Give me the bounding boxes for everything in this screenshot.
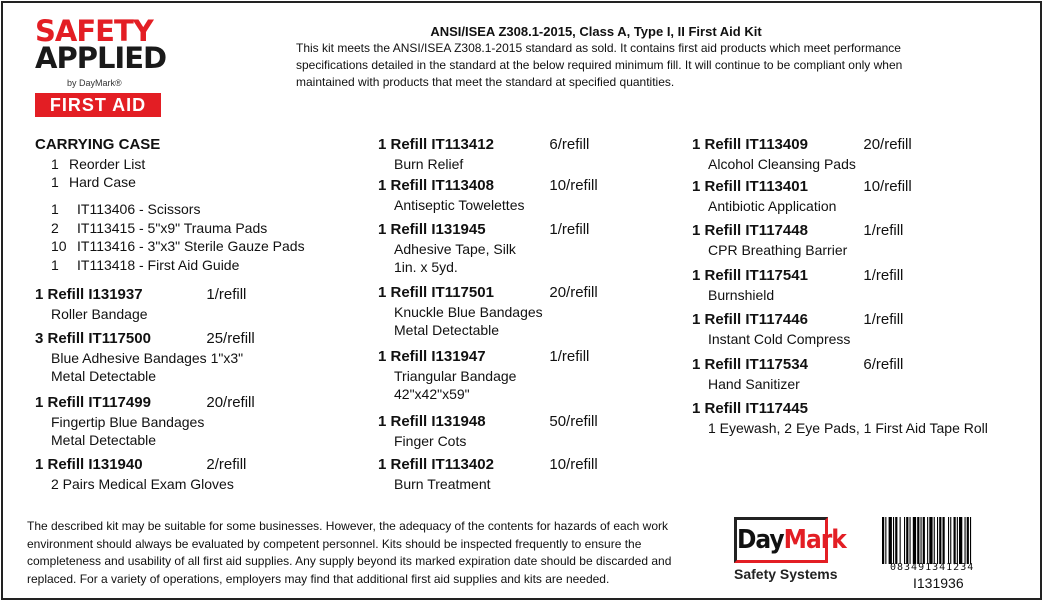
barcode-bar <box>937 517 938 564</box>
refill-code: IT117446 <box>745 311 808 328</box>
refill-description: CPR Breathing Barrier <box>708 241 848 258</box>
refill-item <box>692 178 912 215</box>
refill-description: Adhesive Tape, Silk <box>394 240 516 257</box>
barcode-bar <box>895 517 897 564</box>
refill-rate: 6/refill <box>863 356 904 373</box>
barcode-bar <box>917 517 919 564</box>
refill-description: Metal Detectable <box>394 322 500 338</box>
refill-item <box>35 286 246 323</box>
refill-description: Alcohol Cleansing Pads <box>708 155 856 172</box>
refill-code: IT117541 <box>745 267 808 284</box>
header <box>296 24 946 91</box>
refill-description: Metal Detectable <box>51 432 157 448</box>
barcode-bar <box>921 517 922 564</box>
refill-description: Antibiotic Application <box>708 197 837 214</box>
refill-header <box>378 413 598 432</box>
barcode-bar <box>965 517 966 564</box>
refill-rate: 10/refill <box>549 456 598 473</box>
refill-code: I131945 <box>431 221 486 238</box>
barcode-bar <box>957 517 958 564</box>
refill-rate: 6/refill <box>549 136 590 153</box>
refill-header <box>692 136 912 155</box>
refill-code: IT113409 <box>745 136 808 153</box>
refill-description: Instant Cold Compress <box>708 330 851 347</box>
refill-qty: 1 Refill <box>692 356 742 373</box>
refill-description: Blue Adhesive Bandages 1"x3" <box>51 349 244 366</box>
refill-header <box>692 178 912 197</box>
refill-rate: 1/refill <box>549 348 590 365</box>
barcode-bar <box>934 517 935 564</box>
refill-item <box>692 311 903 348</box>
refill-description: Burn Relief <box>394 155 464 172</box>
first-aid-badge: FIRST AID <box>35 93 161 117</box>
refill-qty: 1 Refill <box>35 394 85 411</box>
refill-item <box>35 330 255 386</box>
refill-qty: 1 Refill <box>378 136 428 153</box>
refill-rate: 25/refill <box>206 330 255 347</box>
refill-rate: 1/refill <box>863 222 904 239</box>
daymark-tagline: Safety Systems <box>734 566 838 582</box>
refill-code: IT117501 <box>431 284 494 301</box>
refill-header <box>378 136 589 155</box>
barcode-bar <box>927 517 928 564</box>
kit-description: This kit meets the ANSI/ISEA Z308.1-2015 standard as sold. It contains first aid products which meet performance specifications detailed in the standard at the below required minimum fill. It will continue to be compliant only when maintained with products that meet the standard at specified quantities. <box>296 41 903 89</box>
barcode-bar <box>929 517 932 564</box>
logo-line1: SAFETY <box>35 14 153 48</box>
refill-description: Antiseptic Towelettes <box>394 196 525 213</box>
barcode-bar <box>970 517 971 564</box>
barcode-bar <box>959 517 962 564</box>
list-item: 1 Reorder List <box>51 155 146 172</box>
refill-header <box>692 400 988 419</box>
refill-qty: 1 Refill <box>378 221 428 238</box>
disclaimer: The described kit may be suitable for some businesses. However, the adequacy of the contents for hazards of each work environment should always be evaluated by competent personnel. Kits should be inspected frequently to ensure the completeness and usability of all first aid supplies. Any supply beyond its marked expiration date should be discarded and replaced. For a variety of operations, employers may find that additional first aid supplies and kits are needed. <box>27 519 672 586</box>
barcode-bar <box>913 517 916 564</box>
refill-description: Finger Cots <box>394 432 467 449</box>
refill-header <box>378 348 589 367</box>
refill-code: IT113408 <box>431 177 494 194</box>
refill-header <box>35 286 246 305</box>
refill-rate: 2/refill <box>206 456 247 473</box>
refill-rate: 20/refill <box>863 136 912 153</box>
refill-qty: 1 Refill <box>378 284 428 301</box>
refill-code: IT113402 <box>431 456 494 473</box>
refill-rate: 1/refill <box>863 267 904 284</box>
list-item: 1 IT113406 - Scissors <box>51 201 201 217</box>
refill-item <box>692 356 903 393</box>
refill-qty: 1 Refill <box>692 178 742 195</box>
refill-description: Burnshield <box>708 286 775 303</box>
refill-item <box>378 456 598 493</box>
case-contents <box>35 200 305 274</box>
refill-code: IT113401 <box>745 178 808 195</box>
refill-header <box>378 177 598 196</box>
refill-code: I131947 <box>431 348 486 365</box>
kit-title: ANSI/ISEA Z308.1-2015, Class A, Type I, II First Aid Kit <box>430 24 762 39</box>
refill-description: Fingertip Blue Bandages <box>51 413 205 430</box>
barcode-number: 083491341234 <box>890 562 975 573</box>
refill-qty: 1 Refill <box>692 222 742 239</box>
refill-rate: 10/refill <box>863 178 912 195</box>
list-item: 1 Hard Case <box>51 174 136 190</box>
barcode-bar <box>939 517 941 564</box>
barcode-bar <box>910 517 911 564</box>
barcode-bar <box>882 517 884 564</box>
refill-item <box>378 221 589 277</box>
logo-line2: APPLIED <box>35 41 167 75</box>
refill-qty: 1 Refill <box>35 286 85 303</box>
refill-code: IT113412 <box>431 136 494 153</box>
refill-qty: 3 Refill <box>35 330 85 347</box>
refill-qty: 1 Refill <box>692 311 742 328</box>
barcode-bar <box>950 517 951 564</box>
refill-item <box>378 348 589 404</box>
refill-qty: 1 Refill <box>378 177 428 194</box>
refill-code: IT117534 <box>745 356 808 373</box>
barcode-bar <box>954 517 956 564</box>
refill-description: 2 Pairs Medical Exam Gloves <box>51 475 234 492</box>
barcode-bar <box>889 517 892 564</box>
refill-rate: 50/refill <box>549 413 598 430</box>
refill-description: Burn Treatment <box>394 475 491 492</box>
refill-item <box>692 222 903 259</box>
refill-item <box>378 413 598 450</box>
refill-qty: 1 Refill <box>692 400 742 417</box>
kit-item-number: I131936 <box>913 575 964 591</box>
refill-qty: 1 Refill <box>35 456 85 473</box>
refill-qty: 1 Refill <box>378 413 428 430</box>
refill-header <box>35 330 255 349</box>
refill-code: IT117448 <box>745 222 808 239</box>
refill-rate: 20/refill <box>549 284 598 301</box>
refill-description: 1 Eyewash, 2 Eye Pads, 1 First Aid Tape Roll <box>708 419 988 436</box>
refill-description: 1in. x 5yd. <box>394 259 458 275</box>
refill-header <box>378 456 598 475</box>
refill-header <box>692 356 903 375</box>
barcode-bar <box>943 517 945 564</box>
refill-header <box>378 221 589 240</box>
list-item: 2 IT113415 - 5"x9" Trauma Pads <box>51 219 268 236</box>
refill-code: IT117500 <box>88 330 151 347</box>
refill-qty: 1 Refill <box>378 456 428 473</box>
refill-qty: 1 Refill <box>692 267 742 284</box>
carrying-case <box>35 136 160 192</box>
refill-rate: 1/refill <box>863 311 904 328</box>
barcode-bar <box>967 517 969 564</box>
barcode-bar <box>885 517 886 564</box>
refill-description: Roller Bandage <box>51 305 148 322</box>
refill-item <box>35 456 246 493</box>
barcode-bar <box>893 517 894 564</box>
refill-rate: 1/refill <box>206 286 247 303</box>
refill-header <box>378 284 598 303</box>
refill-rate: 1/refill <box>549 221 590 238</box>
refill-code: I131937 <box>88 286 143 303</box>
refill-rate: 10/refill <box>549 177 598 194</box>
refill-code: I131948 <box>431 413 486 430</box>
refill-code: I131940 <box>88 456 143 473</box>
refill-code: IT117445 <box>745 400 808 417</box>
refill-rate: 20/refill <box>206 394 255 411</box>
barcode-bar <box>923 517 925 564</box>
refill-item <box>692 267 903 304</box>
refill-item <box>35 394 255 450</box>
refill-description: Metal Detectable <box>51 368 157 384</box>
refill-description: Triangular Bandage <box>394 367 517 384</box>
barcode-bar <box>948 517 949 564</box>
refill-description: Knuckle Blue Bandages <box>394 303 543 320</box>
refill-qty: 1 Refill <box>378 348 428 365</box>
refill-header <box>692 222 903 241</box>
barcode-bar <box>904 517 905 564</box>
refill-description: Hand Sanitizer <box>708 375 800 392</box>
refill-item <box>378 177 598 214</box>
list-item: 1 IT113418 - First Aid Guide <box>51 256 240 273</box>
refill-item <box>378 136 589 173</box>
refill-header <box>692 267 903 286</box>
refill-code: IT117499 <box>88 394 151 411</box>
refill-description: 42"x42"x59" <box>394 386 470 402</box>
refill-header <box>35 394 255 413</box>
refill-header <box>35 456 246 475</box>
list-item: 10 IT113416 - 3"x3" Sterile Gauze Pads <box>51 238 305 254</box>
barcode <box>882 517 994 564</box>
safety-applied-logo <box>35 14 175 117</box>
daymark-logo: DayMark <box>734 517 828 563</box>
carrying-case-title: CARRYING CASE <box>35 136 161 153</box>
refill-item <box>378 284 598 340</box>
refill-item <box>692 400 988 437</box>
barcode-bar <box>900 517 901 564</box>
logo-by: by DayMark® <box>67 78 122 88</box>
refill-header <box>692 311 903 330</box>
refill-qty: 1 Refill <box>692 136 742 153</box>
refill-item <box>692 136 912 173</box>
barcode-bar <box>906 517 908 564</box>
